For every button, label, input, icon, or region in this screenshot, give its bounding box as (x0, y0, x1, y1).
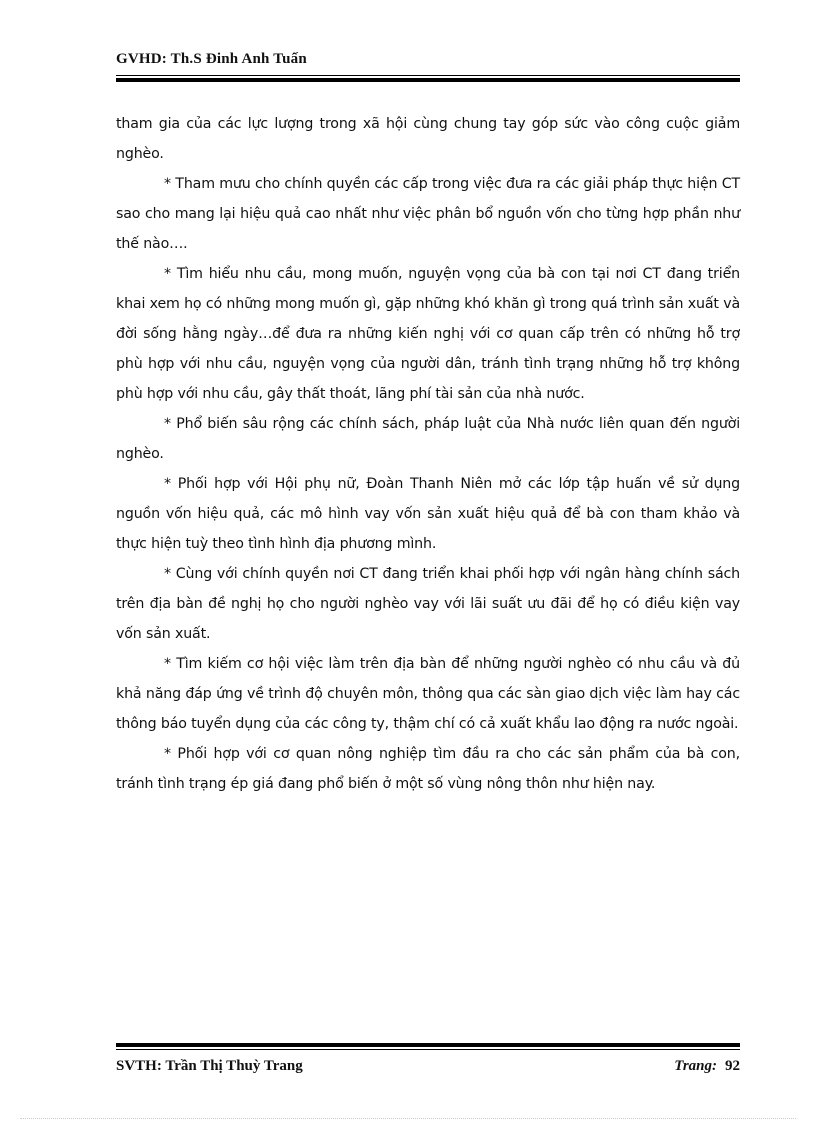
paragraph: * Tìm kiếm cơ hội việc làm trên địa bàn để những người nghèo có nhu cầu và đủ khả năng đáp ứng về trình độ chuyên môn, thông qua các sàn giao dịch việc làm hay các thông báo tuyển dụng của các công ty, thậm chí có cả xuất khẩu lao động ra nước ngoài. (116, 656, 740, 732)
paragraph: tham gia của các lực lượng trong xã hội cùng chung tay góp sức vào công cuộc giảm nghèo. (116, 116, 740, 162)
paragraph: * Cùng với chính quyền nơi CT đang triển khai phối hợp với ngân hàng chính sách trên địa bàn đề nghị họ cho người nghèo vay với lãi suất ưu đãi để họ có điều kiện vay vốn sản xuất. (116, 566, 740, 642)
header-rule-thin (116, 75, 740, 76)
footer-rule-thin (116, 1049, 740, 1050)
paragraph: * Phổ biến sâu rộng các chính sách, pháp luật của Nhà nước liên quan đến người nghèo. (116, 416, 740, 462)
footer-rule-thick (116, 1043, 740, 1047)
header-rule-thick (116, 78, 740, 82)
page-bottom-edge (20, 1118, 796, 1119)
footer-page-number: 92 (725, 1058, 740, 1074)
header-advisor: GVHD: Th.S Đinh Anh Tuấn (116, 51, 307, 67)
body-text (116, 109, 740, 799)
footer-row (116, 1055, 740, 1077)
page-footer (116, 1043, 740, 1077)
footer-page-label: Trang: (674, 1058, 717, 1074)
footer-page (674, 1055, 740, 1077)
paragraph: * Tìm hiểu nhu cầu, mong muốn, nguyện vọng của bà con tại nơi CT đang triển khai xem họ có những mong muốn gì, gặp những khó khăn gì trong quá trình sản xuất và đời sống hằng ngày…để đưa ra những kiến nghị với cơ quan cấp trên có những hỗ trợ phù hợp với nhu cầu, nguyện vọng của người dân, tránh tình trạng những hỗ trợ không phù hợp với nhu cầu, gây thất thoát, lãng phí tài sản của nhà nước. (116, 266, 740, 402)
page-header (116, 48, 740, 82)
paragraph: * Phối hợp với cơ quan nông nghiệp tìm đầu ra cho các sản phẩm của bà con, tránh tình trạng ép giá đang phổ biến ở một số vùng nông thôn như hiện nay. (116, 746, 740, 792)
footer-student: SVTH: Trần Thị Thuỳ Trang (116, 1058, 303, 1074)
paragraph: * Tham mưu cho chính quyền các cấp trong việc đưa ra các giải pháp thực hiện CT sao cho mang lại hiệu quả cao nhất như việc phân bổ nguồn vốn cho từng hợp phần như thế nào…. (116, 176, 740, 252)
paragraph: * Phối hợp với Hội phụ nữ, Đoàn Thanh Niên mở các lớp tập huấn về sử dụng nguồn vốn hiệu quả, các mô hình vay vốn sản xuất hiệu quả để bà con tham khảo và thực hiện tuỳ theo tình hình địa phương mình. (116, 476, 740, 552)
